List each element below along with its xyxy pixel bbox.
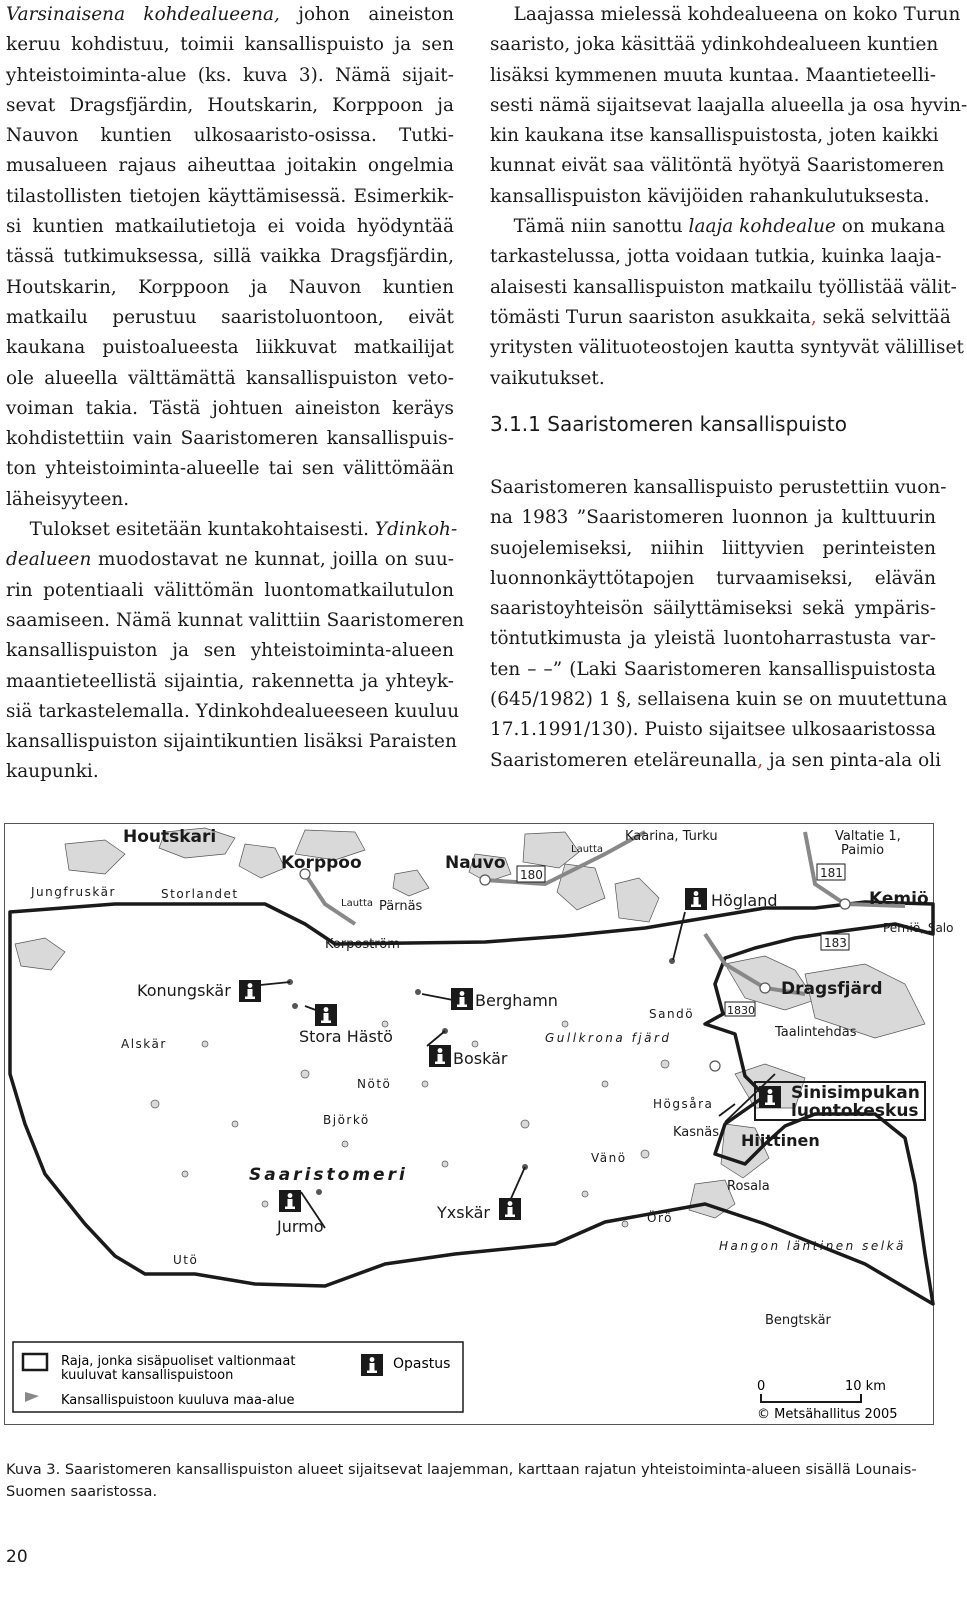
road-number: 180 [520, 868, 543, 882]
text-line: Saaristomeren kansallispuisto perustettiin vuon- [490, 477, 947, 498]
text-line: rin potentiaali välittömän luontomatkailutulon [6, 579, 454, 601]
scale-bar [757, 1379, 898, 1422]
text-line: saaristoyhteisön säilyttämiseksi sekä ympäris- [490, 598, 936, 620]
text-line: ton yhteistoiminta-alueelle tai sen välittömään [6, 458, 454, 480]
map-label: Nauvo [445, 853, 506, 873]
text-line: kansallispuiston ja sen yhteistoiminta-alueen [6, 640, 454, 662]
text-line: kansallispuiston sijaintikuntien lisäksi Paraisten [6, 731, 457, 753]
text-line: tömästi Turun saariston asukkaita, sekä selvittää [490, 306, 951, 328]
text-line: kaupunki. [6, 761, 99, 783]
legend-label: Raja, jonka sisäpuoliset valtionmaat [61, 1354, 296, 1369]
text-line: kin kaukana itse kansallispuistosta, joten kaikki [490, 125, 939, 147]
map-label: Valtatie 1, [835, 829, 901, 844]
map-label: Kemiö [869, 889, 929, 909]
map-label: Storlandet [161, 887, 239, 901]
text-line: ole alueella välttämättä kansallispuiston veto- [6, 367, 454, 389]
text-line: alaisesti kansallispuiston matkailu työllistää välit- [490, 276, 957, 298]
text-line: musalueen rajaus aiheuttaa joitakin ongelmia [6, 155, 454, 177]
text-line: na 1983 ”Saaristomeren luonnon ja kulttuurin [490, 507, 936, 529]
map-label: Lautta [571, 844, 604, 855]
text-line: saaristo, joka käsittää ydinkohdealueen kuntien [490, 34, 939, 56]
text-line: siä tarkastelemalla. Ydinkohdealueeseen kuuluu [6, 700, 460, 722]
text-line: kunnat eivät saa välitöntä hyötyä Saaristomeren [490, 155, 945, 177]
map-label: Boskär [453, 1049, 508, 1068]
map-label: Yxskär [437, 1203, 490, 1222]
map-label: Jurmo [277, 1217, 324, 1236]
svg-text:Sinisimpukan: Sinisimpukan [791, 1083, 920, 1103]
figure-caption: Kuva 3. Saaristomeren kansallispuiston alueet sijaitsevat laajemman, karttaan rajatun yhteistoiminta-alueen sisällä Lounais-Suomen saaristossa. [6, 1461, 917, 1500]
map-label: Paimio [841, 843, 885, 858]
text-line: yhteistoiminta-alue (ks. kuva 3). Nämä sijait- [6, 64, 454, 86]
map-label: Sandö [649, 1007, 695, 1021]
map-legend [13, 1342, 463, 1412]
archipelago-map [5, 824, 954, 1424]
map-label: Korpoström [325, 937, 400, 952]
legend-label: kuuluvat kansallispuistoon [61, 1368, 234, 1383]
map-label: Högland [711, 891, 778, 910]
text-line: sesti nämä sijaitsevat laajalla alueella ja osa hyvin- [490, 94, 967, 116]
text-line: saamiseen. Nämä kunnat valittiin Saaristomeren [6, 609, 465, 631]
map-label: Jungfruskär [31, 885, 116, 899]
text-line: Tämä niin sanottu laaja kohdealue on mukana [490, 216, 946, 238]
text-line: 17.1.1991/130). Puisto sijaitsee ulkosaaristossa [490, 719, 937, 741]
map-label: Kaarina, Turku [625, 829, 718, 844]
map-label: Stora Hästö [299, 1027, 393, 1046]
text-line: si kuntien matkailutietoja ei voida hyödyntää [6, 216, 454, 238]
text-line: kaukana puistoalueesta liikkuvat matkailijat [6, 337, 454, 359]
map-label: Saaristomeri [249, 1165, 408, 1185]
copyright: © Metsähallitus 2005 [757, 1407, 898, 1422]
map-label: Houtskari [123, 827, 217, 847]
map-label: Konungskär [137, 981, 231, 1000]
text-line: ten – –” (Laki Saaristomeren kansallispuistosta [490, 658, 936, 680]
text-line: yritysten välituoteostojen kautta syntyvät välilliset [490, 337, 964, 359]
text-line: dealueen muodostavat ne kunnat, joilla on suu- [6, 549, 454, 571]
map-label: Kasnäs [673, 1125, 720, 1140]
text-line: keruu kohdistuu, toimii kansallispuisto ja sen [6, 34, 454, 56]
text-line: Laajassa mielessä kohdealueena on koko Turun [490, 4, 961, 25]
map-label: Korppoo [281, 853, 362, 873]
text-line: luonnonkäyttötapojen turvaamiseksi, elävän [490, 567, 936, 589]
right-column-section [490, 473, 948, 776]
text-line: Tulokset esitetään kuntakohtaisesti. Ydinkoh- [6, 519, 458, 541]
text-line: Nauvon kuntien ulkosaaristo-osissa. Tutki- [6, 125, 454, 147]
road-number: 183 [824, 936, 847, 950]
map-label: Hangon läntinen selkä [719, 1239, 906, 1253]
text-line: Varsinaisena kohdealueena, johon aineiston [6, 4, 454, 25]
text-line: vaikutukset. [490, 367, 605, 389]
map-label: Lautta [341, 898, 374, 909]
text-line: (645/1982) 1 §, sellaisena kuin se on muutettuna [490, 689, 948, 711]
svg-text:luontokeskus: luontokeskus [791, 1101, 919, 1121]
map-label: Nötö [357, 1077, 392, 1091]
map-label: Högsåra [653, 1097, 714, 1111]
map-label: Berghamn [475, 991, 558, 1010]
text-line: maantieteellistä sijaintia, rakennetta ja yhteyk- [6, 670, 454, 692]
text-line: kansallispuiston kävijöiden rahankulutuksesta. [490, 185, 930, 207]
nature-centre-label [791, 1083, 920, 1121]
legend-label: Kansallispuistoon kuuluva maa-alue [61, 1393, 295, 1408]
map-label: Perniö, Salo [883, 921, 954, 935]
page-number: 20 [6, 1547, 28, 1567]
scale-label: 10 km [845, 1379, 886, 1394]
map-figure [4, 823, 954, 1425]
map-label: Hiittinen [741, 1131, 820, 1150]
text-line: matkailu perustuu saaristoluontoon, eivät [6, 306, 454, 328]
map-label: Gullkrona fjärd [545, 1031, 672, 1045]
section-heading: 3.1.1 Saaristomeren kansallispuisto [490, 412, 847, 436]
map-label: Pärnäs [379, 899, 423, 914]
text-line: sevat Dragsfjärdin, Houtskarin, Korppoon ja [6, 94, 454, 116]
map-label: Taalintehdas [775, 1025, 857, 1040]
text-line: kohdistettiin vain Saaristomeren kansallispuis- [6, 428, 454, 450]
map-label: Utö [173, 1253, 199, 1267]
road-number: 1830 [727, 1004, 755, 1017]
legend-label: Opastus [393, 1356, 451, 1372]
scale-label: 0 [757, 1379, 766, 1394]
text-line: läheisyyteen. [6, 488, 130, 510]
map-label: Bengtskär [765, 1313, 831, 1328]
text-line: tilastollisten tietojen käyttämisessä. Esimerkik- [6, 185, 454, 207]
map-label: Björkö [323, 1113, 370, 1127]
text-line: tarkastelussa, jotta voidaan tutkia, kuinka laaja- [490, 246, 942, 268]
text-line: tässä tutkimuksessa, sillä vaikka Dragsfjärdin, [6, 246, 454, 268]
left-column [6, 0, 465, 788]
text-line: Houtskarin, Korppoon ja Nauvon kuntien [6, 276, 454, 298]
map-label: Örö [647, 1211, 673, 1225]
text-line: suojelemiseksi, niihin liittyvien perinteisten [490, 537, 936, 559]
map-label: Alskär [121, 1037, 167, 1051]
text-line: töntutkimusta ja yleistä luontoharrastusta var- [490, 628, 936, 650]
text-line: Saaristomeren eteläreunalla, ja sen pinta-ala oli [490, 749, 942, 771]
text-line: voiman takia. Tästä johtuen aineiston keräys [6, 397, 454, 419]
text-line: lisäksi kymmenen muuta kuntaa. Maantieteelli- [490, 64, 936, 86]
map-label: Vänö [591, 1151, 627, 1165]
map-label: Rosala [727, 1179, 770, 1194]
right-column [490, 0, 967, 394]
map-label: Dragsfjärd [781, 979, 883, 999]
road-number: 181 [820, 866, 843, 880]
